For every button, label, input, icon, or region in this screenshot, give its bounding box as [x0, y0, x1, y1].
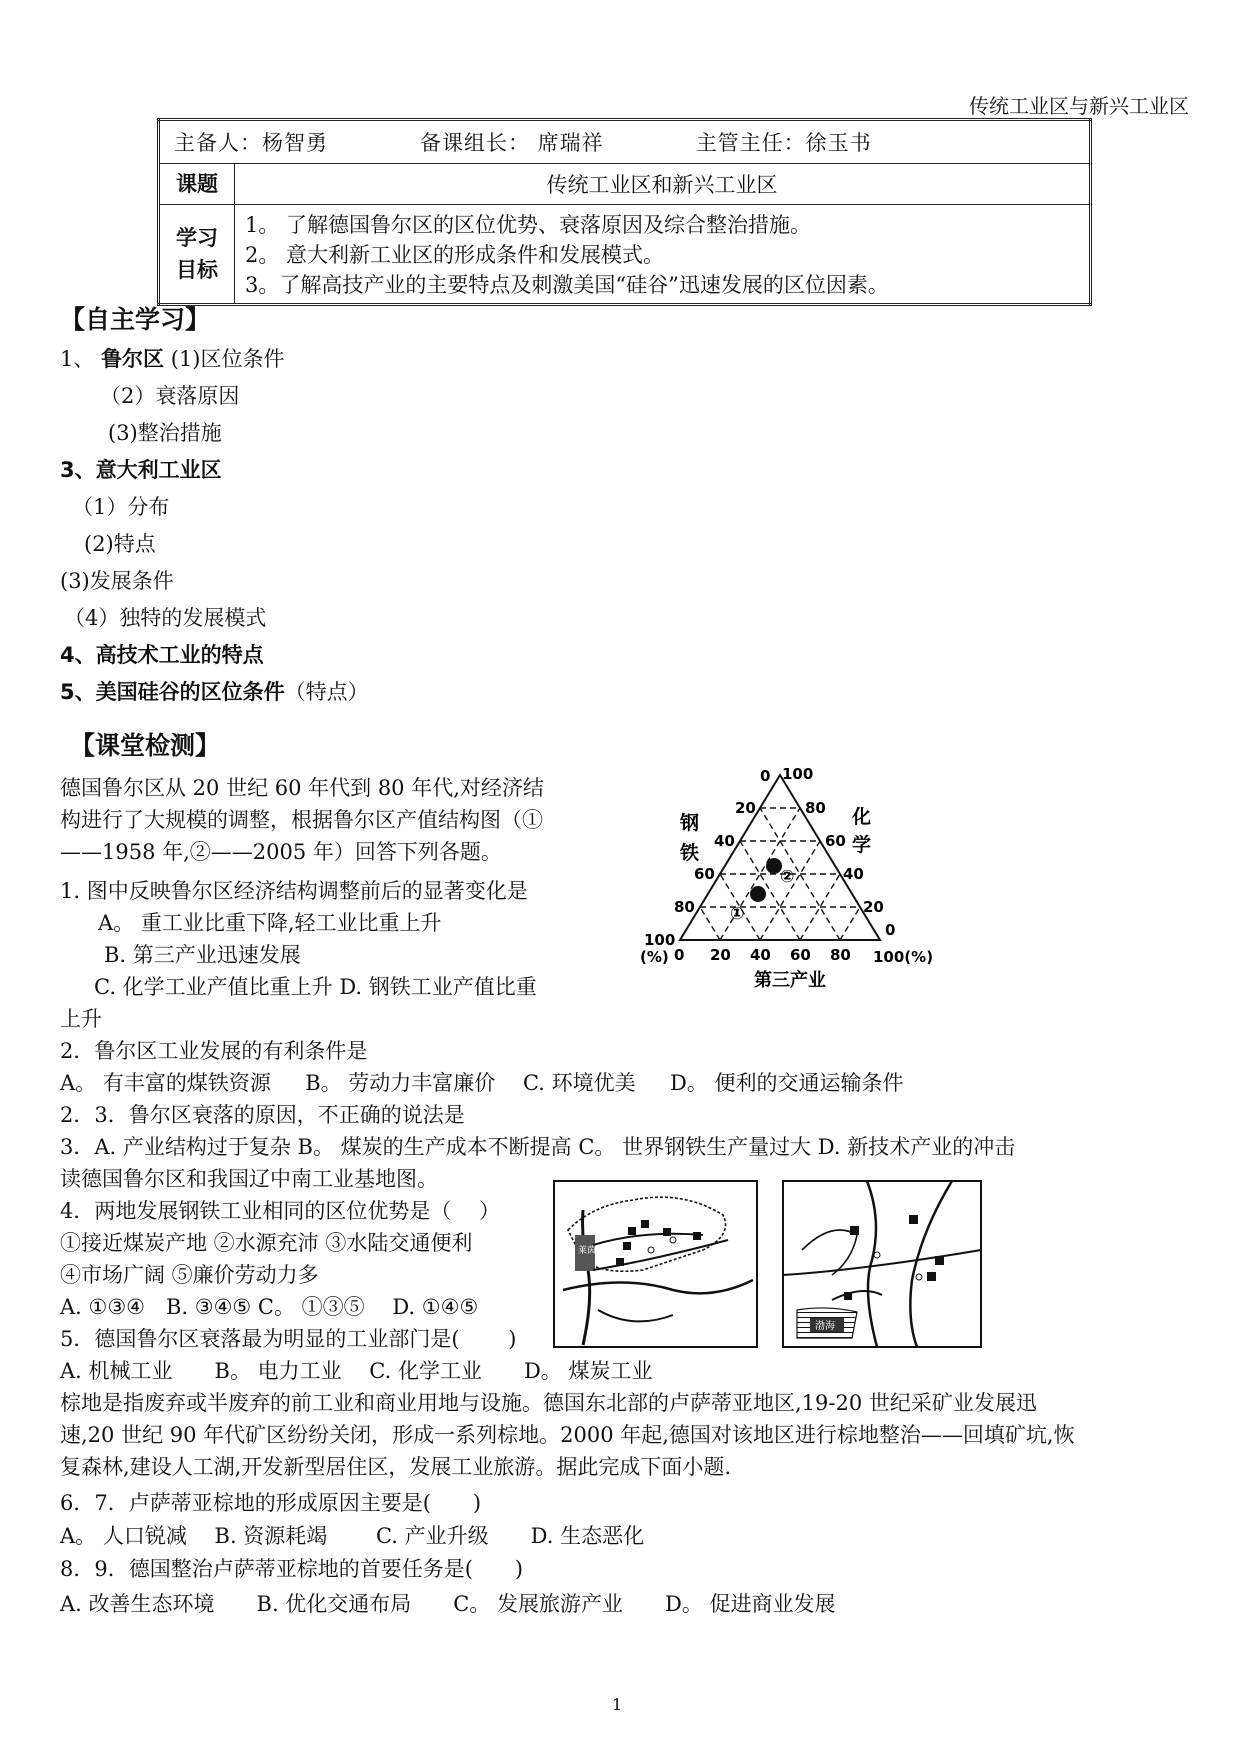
top-tick-0: 0	[760, 767, 771, 785]
brownfield-paragraph: 棕地是指废弃或半废弃的前工业和商业用地与设施。德国东北部的卢萨蒂亚地区,19-20 世纪采矿业发展迅 速,20 世纪 90 年代矿区纷纷关闭，形成一系列棕地。2000 年起,德国对该地区进行棕地整治——回填矿坑,恢 复森林,建设人工湖,开发新型居住区，发展工业旅游。据此完成下面小题.	[60, 1391, 1075, 1479]
subject-value: 传统工业区和新兴工业区	[235, 164, 1091, 205]
ruhr-map	[553, 1180, 758, 1350]
item-3-1: （1）分布	[72, 495, 170, 519]
page-number: 1	[612, 1695, 623, 1714]
question-4-options: A. ①③④ B. ③④⑤ C。 ①③⑤ D. ①④⑤	[60, 1295, 479, 1319]
question-4: 4．两地发展钢铁工业相同的区位优势是（ ）	[60, 1199, 501, 1223]
bottom-tick: 60	[790, 946, 811, 964]
self-study-title: 【自主学习】	[60, 305, 211, 334]
left-tick: 20	[735, 799, 756, 817]
left-tick: 60	[694, 865, 715, 883]
question-1-cd: C. 化学工业产值比重上升 D. 钢铁工业产值比重	[94, 975, 537, 999]
steel-label-2: 铁	[680, 842, 700, 864]
subject-key: 课题	[159, 164, 235, 205]
point-1-label: ①	[730, 904, 745, 924]
right-tick: 0	[885, 921, 896, 939]
item-1-3: (3)整治措施	[108, 421, 222, 445]
bottom-tick: 20	[710, 946, 731, 964]
bottom-tick: 0	[674, 946, 685, 964]
point-1958	[750, 886, 766, 902]
question-6: 6．7．卢萨蒂亚棕地的形成原因主要是( )	[60, 1491, 482, 1515]
chem-label-2: 学	[852, 834, 872, 856]
goal-2: 2。 意大利新工业区的形成条件和发展模式。	[245, 243, 665, 267]
point-2-label: ②	[780, 867, 795, 887]
steel-label-1: 钢	[680, 812, 700, 834]
item-5: 5、美国硅谷的区位条件（特点）	[60, 680, 369, 704]
question-1: 1. 图中反映鲁尔区经济结构调整前后的显著变化是	[60, 879, 528, 903]
right-tick: 40	[843, 865, 864, 883]
rhine-label: 莱茵河	[578, 1246, 606, 1256]
goal-3: 3。了解高技产业的主要特点及刺激美国“硅谷”迅速发展的区位因素。	[245, 273, 889, 297]
question-1-b: B. 第三产业迅速发展	[104, 943, 301, 967]
running-header: 传统工业区与新兴工业区	[969, 94, 1189, 118]
item-3: 3、意大利工业区	[60, 458, 222, 482]
chem-label-1: 化	[852, 806, 872, 828]
question-3: 2．3．鲁尔区衰落的原因，不正确的说法是	[60, 1103, 465, 1127]
left-tick: 40	[714, 832, 735, 850]
lesson-info-table	[157, 118, 1092, 306]
item-3-4: （4）独特的发展模式	[64, 606, 267, 630]
goals-row	[159, 205, 1091, 305]
question-5: 5．德国鲁尔区衰落最为明显的工业部门是( )	[60, 1327, 517, 1351]
question-5-options: A. 机械工业 B。 电力工业 C. 化学工业 D。 煤炭工业	[60, 1359, 653, 1383]
bottom-tick: 80	[830, 946, 851, 964]
item-3-2: (2)特点	[84, 532, 156, 556]
item-3-3: (3)发展条件	[60, 569, 174, 593]
pct-right: 100(%)	[873, 948, 934, 966]
question-2: 2．鲁尔区工业发展的有利条件是	[60, 1039, 368, 1063]
top-tick-100: 100	[782, 765, 814, 783]
item-1-2: （2）衰落原因	[100, 384, 240, 408]
right-tick: 20	[863, 898, 884, 916]
question-1-cd-cont: 上升	[60, 1007, 102, 1031]
goals-list	[235, 205, 1091, 305]
group-leader: 备课组长： 席瑞祥	[420, 131, 604, 155]
tertiary-axis-label: 第三产业	[754, 970, 826, 990]
goals-key: 学习目标	[159, 205, 235, 305]
question-8: 8．9．德国整治卢萨蒂亚棕地的首要任务是( )	[60, 1557, 524, 1581]
question-8-options: A. 改善生态环境 B. 优化交通布局 C。 发展旅游产业 D。 促进商业发展	[60, 1592, 836, 1616]
item-4: 4、高技术工业的特点	[60, 643, 264, 667]
map-intro: 读德国鲁尔区和我国辽中南工业基地图。	[60, 1167, 438, 1191]
question-1-a: A。 重工业比重下降,轻工业比重上升	[98, 911, 442, 935]
liaozhongnan-map	[782, 1180, 982, 1350]
bottom-tick: 40	[750, 946, 771, 964]
question-4-line-2: ④市场广阔 ⑤廉价劳动力多	[60, 1263, 319, 1287]
classroom-title: 【课堂检测】	[70, 731, 221, 760]
triangle-outline	[680, 775, 880, 940]
question-2-options: A。 有丰富的煤铁资源 B。 劳动力丰富廉价 C. 环境优美 D。 便利的交通运输条件	[60, 1071, 904, 1095]
staff-row	[159, 120, 1091, 164]
preparer: 主备人：杨智勇	[174, 131, 328, 155]
director: 主管主任：徐玉书	[695, 131, 872, 155]
pct-left: (%)	[640, 948, 669, 966]
right-tick: 60	[825, 832, 846, 850]
bohai-label: 渤海	[815, 1321, 835, 1332]
ruhr-output-structure-diagram	[630, 755, 960, 990]
left-tick: 80	[674, 898, 695, 916]
item-1: 1、 鲁尔区 (1)区位条件	[60, 347, 285, 371]
question-4-line-1: ①接近煤炭产地 ②水源充沛 ③水陆交通便利	[60, 1231, 473, 1255]
right-tick: 80	[805, 799, 826, 817]
left-tick: 100	[644, 931, 676, 949]
intro-paragraph: 德国鲁尔区从 20 世纪 60 年代到 80 年代,对经济结 构进行了大规模的调整，根据鲁尔区产值结构图（① ——1958 年,②——2005 年）回答下列各题。	[60, 776, 544, 864]
question-3-options: 3．A. 产业结构过于复杂 B。 煤炭的生产成本不断提高 C。 世界钢铁生产量过大 D. 新技术产业的冲击	[60, 1135, 1016, 1159]
subject-row	[159, 164, 1091, 205]
question-6-options: A。 人口锐减 B. 资源耗竭 C. 产业升级 D. 生态恶化	[60, 1524, 645, 1548]
goal-1: 1。 了解德国鲁尔区的区位优势、衰落原因及综合整治措施。	[245, 213, 812, 237]
